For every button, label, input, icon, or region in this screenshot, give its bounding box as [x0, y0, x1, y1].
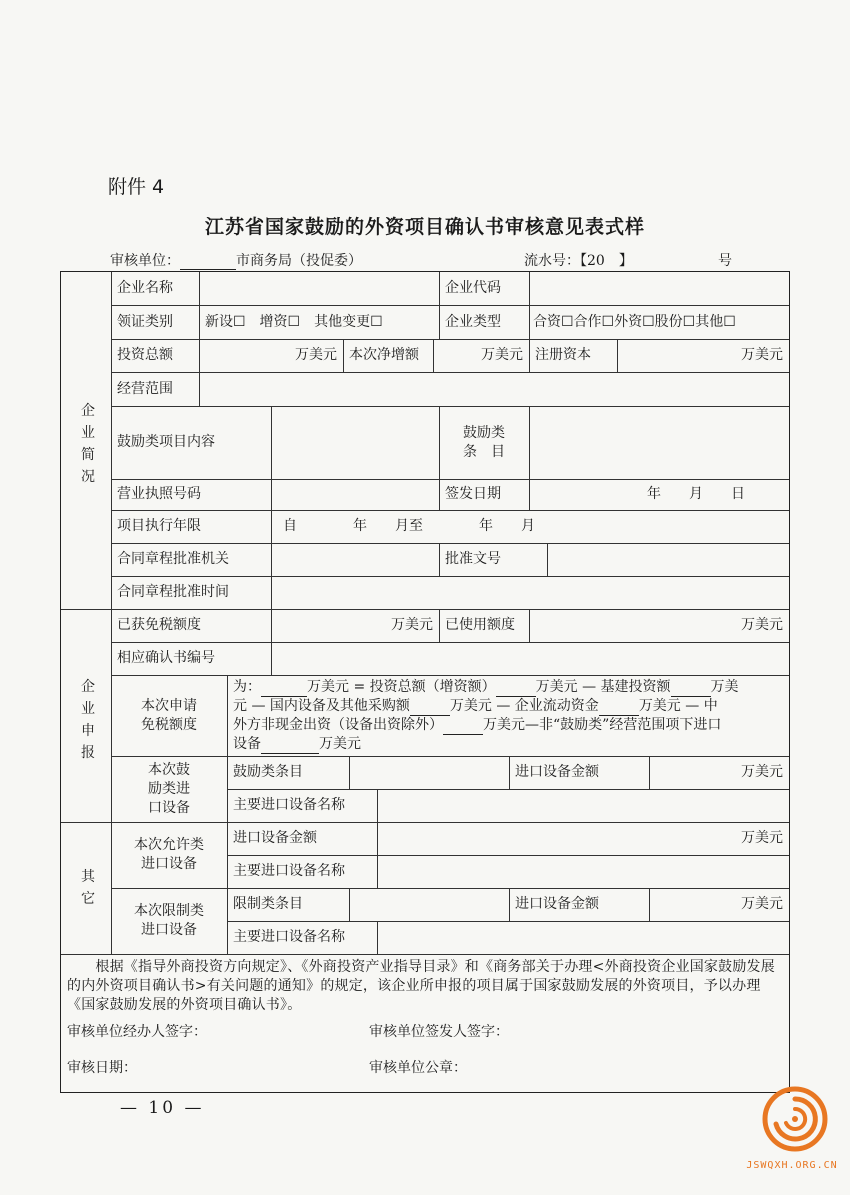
apply-exemption-label: 本次申请 免税额度: [141, 697, 197, 733]
section-label-declaration: 企业申报: [81, 679, 95, 761]
obtained-exemption-label: 已获免税额度: [117, 617, 201, 633]
attachment-label: 附件 4: [108, 176, 165, 198]
allowed-amount-label: 进口设备金额: [233, 830, 317, 846]
section-label-profile: 企业简况: [81, 403, 95, 485]
review-unit: [110, 250, 362, 270]
net-increase-label: 本次净增额: [349, 347, 419, 363]
approval-doc-label: 批准文号: [445, 551, 501, 567]
section-border: [61, 954, 789, 955]
import-amount-unit: 万美元: [741, 764, 783, 780]
serial-number-label: 流水号：【20 】: [524, 253, 633, 269]
approval-authority-label: 合同章程批准机关: [117, 551, 229, 567]
review-date-label: 审核日期：: [67, 1060, 137, 1076]
restricted-item-label: 限制类条目: [233, 896, 303, 912]
allowed-amount-unit: 万美元: [741, 830, 783, 846]
cert-type-label: 领证类别: [117, 313, 173, 330]
review-unit-blank: [180, 255, 236, 270]
section-label-other: 其它: [81, 869, 95, 907]
total-investment-unit: 万美元: [295, 347, 337, 363]
enterprise-name-label: 企业名称: [117, 280, 173, 296]
enterprise-type-label: 企业类型: [445, 313, 501, 330]
serial-number-suffix: 号: [718, 253, 732, 269]
allowed-import-label: 本次允许类 进口设备: [134, 837, 204, 872]
business-license-label: 营业执照号码: [117, 486, 201, 502]
registered-capital-unit: 万美元: [741, 347, 783, 363]
enterprise-code-label: 企业代码: [445, 280, 501, 296]
encouraged-import-label: 本次鼓 励类进 口设备: [148, 761, 190, 816]
encouraged-item-field-label: 鼓励类条目: [233, 764, 303, 780]
used-amount-unit: 万美元: [741, 617, 783, 633]
review-statement: 根据《指导外商投资方向规定》、《外商投资产业指导目录》和《商务部关于办理<外商投资企业国家鼓励发展的内外资项目确认书>有关问题的通知》的规定，该企业所申报的项目属于国家鼓励发展的外资项目，予以办理《国家鼓励发展的外资项目确认书》。: [67, 959, 775, 1013]
encouraged-content-label: 鼓励类项目内容: [117, 434, 215, 450]
import-amount-label: 进口设备金额: [515, 764, 599, 780]
encouraged-item-label: 鼓励类 条 目: [463, 424, 505, 460]
obtained-exemption-unit: 万美元: [391, 617, 433, 633]
main-equipment-label: 主要进口设备名称: [233, 797, 345, 813]
review-unit-suffix: 市商务局（投促委）: [236, 253, 362, 269]
issuer-signature-label: 审核单位签发人签字：: [369, 1024, 509, 1040]
restricted-amount-label: 进口设备金额: [515, 896, 599, 912]
net-increase-unit: 万美元: [481, 347, 523, 363]
restricted-equipment-label: 主要进口设备名称: [233, 929, 345, 945]
review-unit-label: 审核单位：: [110, 253, 180, 269]
review-form: [60, 271, 790, 1093]
exemption-formula: 为： 万美元 = 投资总额（增资额） 万美元 — 基建投资额 万美 元 — 国内设备及其他采购额 万美元 — 企业流动资金 万美元 — 中 外方非现金出资（设备出资除外） 万美元—非“鼓励类”经营范围项下进口 设备 万美元: [233, 679, 739, 752]
restricted-amount-unit: 万美元: [741, 896, 783, 912]
watermark-text: JSWQXH.ORG.CN: [746, 1160, 838, 1171]
issue-date-value: 年 月 日: [647, 486, 745, 502]
official-seal-label: 审核单位公章：: [369, 1060, 467, 1076]
cert-number-label: 相应确认书编号: [117, 650, 215, 666]
business-scope-label: 经营范围: [117, 380, 173, 397]
allowed-equipment-label: 主要进口设备名称: [233, 863, 345, 879]
page-title: 江苏省国家鼓励的外资项目确认书审核意见表式样: [204, 216, 645, 238]
handler-signature-label: 审核单位经办人签字：: [67, 1024, 207, 1040]
swirl-logo-icon: [762, 1086, 828, 1152]
total-investment-label: 投资总额: [117, 347, 173, 363]
enterprise-type-options[interactable]: 合资☐合作☐外资☐股份☐其他☐: [533, 313, 736, 330]
registered-capital-label: 注册资本: [535, 347, 591, 363]
restricted-import-label: 本次限制类 进口设备: [134, 903, 204, 938]
cert-type-options[interactable]: 新设☐ 增资☐ 其他变更☐: [205, 313, 383, 330]
issue-date-label: 签发日期: [445, 486, 501, 502]
approval-time-label: 合同章程批准时间: [117, 584, 229, 600]
execution-period-value: 自 年 月至 年 月: [283, 518, 535, 534]
page-number: — 10 —: [120, 1098, 205, 1118]
execution-period-label: 项目执行年限: [117, 518, 201, 534]
used-amount-label: 已使用额度: [445, 617, 515, 633]
